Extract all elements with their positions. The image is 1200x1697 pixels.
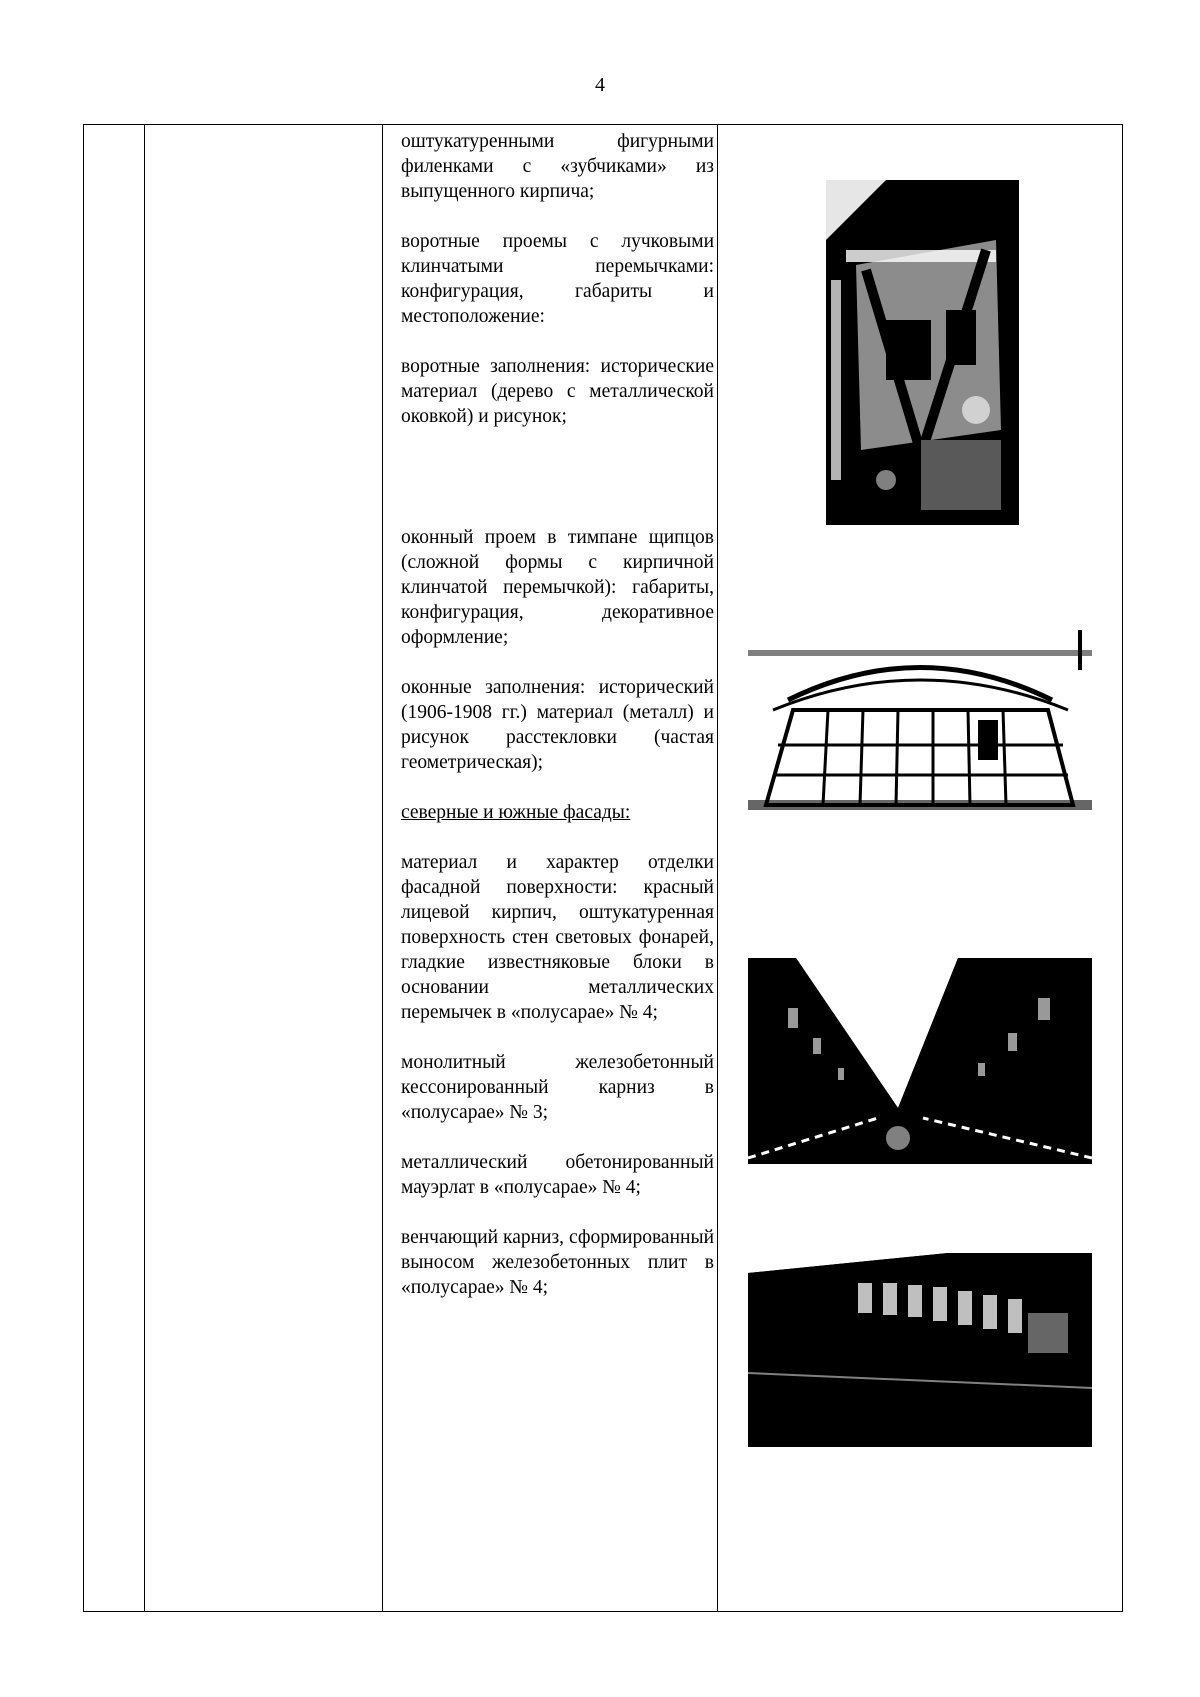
paragraph-gate-openings: воротные проемы с лучковыми клинчатыми перемычками: конфигурация, габариты и местоположение: — [401, 231, 714, 327]
column-divider-3 — [717, 125, 718, 1611]
photo-arched-window — [748, 630, 1092, 822]
paragraph-facade-material: материал и характер отделки фасадной поверхности: красный лицевой кирпич, оштукатуренная поверхность стен световых фонарей, гладкие известняковые блоки в основании металлических перемычек в «полусарае» № 4; — [401, 852, 714, 1023]
photo-street-perspective — [748, 958, 1092, 1164]
paragraph-window-fillings: оконные заполнения: исторический (1906-1908 гг.) материал (металл) и рисунок расстекловки (частая геометрическая); — [401, 677, 714, 773]
paragraph-plastered-panels: оштукатуренными фигурными филенками с «зубчиками» из выпущенного кирпича; — [401, 131, 714, 202]
section-heading-north-south-facades: северные и южные фасады: — [401, 802, 631, 823]
column-divider-1 — [144, 125, 145, 1611]
photo-building-cornice — [748, 1253, 1092, 1447]
paragraph-mauerlat: металлический обетонированный мауэрлат в «полусарае» № 4; — [401, 1152, 714, 1198]
paragraph-coffered-cornice: монолитный железобетонный кессонированный карниз в «полусарае» № 3; — [401, 1052, 714, 1123]
column-divider-2 — [382, 125, 383, 1611]
paragraph-gate-fillings: воротные заполнения: исторические материал (дерево с металлической оковкой) и рисунок; — [401, 356, 714, 427]
paragraph-tympanum-window: оконный проем в тимпане щипцов (сложной формы с кирпичной клинчатой перемычкой): габариты, конфигурация, декоративное оформление; — [401, 527, 714, 648]
paragraph-crowning-cornice: венчающий карниз, сформированный выносом железобетонных плит в «полусарае» № 4; — [401, 1227, 714, 1298]
page-number: 4 — [595, 74, 605, 96]
description-column — [401, 129, 714, 1300]
photo-gate-doors — [826, 180, 1019, 525]
